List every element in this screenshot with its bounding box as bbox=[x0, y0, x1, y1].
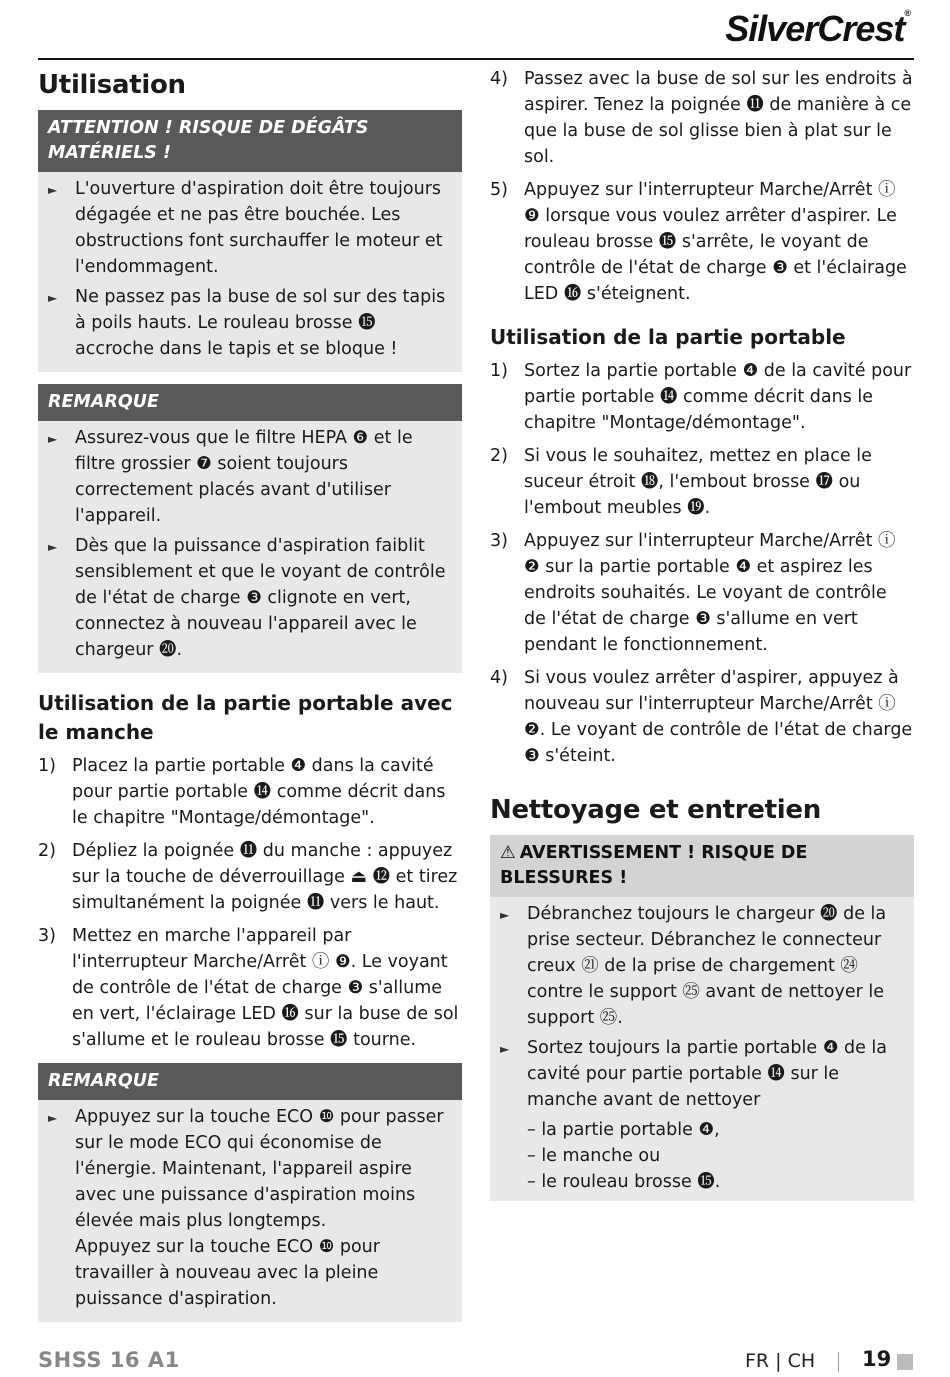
step-item: 3) Mettez en marche l'appareil par l'interrupteur Marche/Arrêt ⓘ ❾. Le voyant de contrôle de l'état de charge ❸ s'allume en vert, l'éclairage LED ⓰ sur la buse de sol s'allume et le rouleau brosse ⓯ tourne. bbox=[38, 926, 459, 1050]
right-column bbox=[490, 66, 914, 1213]
list-item: ► Dès que la puissance d'aspiration faiblit sensiblement et que le voyant de contrôle de l'état de charge ❸ clignote en vert, connectez à nouveau l'appareil avec le chargeur ⓴. bbox=[48, 533, 452, 663]
bullet-icon: ► bbox=[48, 1111, 58, 1125]
step-item: 5) Appuyez sur l'interrupteur Marche/Arrêt ⓘ ❾ lorsque vous voulez arrêter d'aspirer. Le rouleau brosse ⓯ s'arrête, le voyant de contrôle de l'état de charge ❸ et l'éclairage LED ⓰ s'éteignent. bbox=[490, 180, 907, 304]
step-item: 2) Si vous le souhaitez, mettez en place le suceur étroit ⓲, l'embout brosse ⓱ ou l'embout meubles ⓳. bbox=[490, 446, 872, 518]
bullet-icon: ► bbox=[500, 1042, 510, 1056]
bullet-icon: ► bbox=[48, 291, 58, 305]
remark-heading: REMARQUE bbox=[38, 384, 462, 421]
step-item: 3) Appuyez sur l'interrupteur Marche/Arrêt ⓘ ❷ sur la partie portable ❹ et aspirez les endroits souhaités. Le voyant de contrôle de l'état de charge ❸ s'allume en vert pendant le fonctionnement. bbox=[490, 531, 896, 655]
remark-box bbox=[38, 384, 462, 673]
warning-box bbox=[490, 835, 914, 1201]
step-item: 1) Sortez la partie portable ❹ de la cavité pour partie portable ⓮ comme décrit dans le chapitre "Montage/démontage". bbox=[490, 361, 912, 433]
sub-item: – la partie portable ❹, bbox=[527, 1120, 720, 1140]
step-item: 1) Placez la partie portable ❹ dans la cavité pour partie portable ⓮ comme décrit dans le chapitre "Montage/démontage". bbox=[38, 756, 446, 828]
remark-heading: REMARQUE bbox=[38, 1063, 462, 1100]
page-marker-square bbox=[897, 1354, 913, 1370]
sub-item: – le rouleau brosse ⓯. bbox=[527, 1172, 721, 1192]
attention-heading: ATTENTION ! RISQUE DE DÉGÂTS MATÉRIELS ! bbox=[38, 110, 462, 172]
list-item: ► Appuyez sur la touche ECO ❿ pour passer sur le mode ECO qui économise de l'énergie. Maintenant, l'appareil aspire avec une puissance d'aspiration moins élevée mais plus longtemps. Appuyez sur la touche ECO ❿ pour travailler à nouveau avec la pleine puissance d'aspiration. bbox=[48, 1104, 452, 1312]
sub-item: – le manche ou bbox=[527, 1146, 661, 1166]
section-title-utilisation: Utilisation bbox=[38, 70, 186, 100]
left-column bbox=[38, 66, 462, 1334]
bullet-icon: ► bbox=[500, 908, 510, 922]
subsection-title-portable-manche: Utilisation de la partie portable avec le manche bbox=[38, 691, 453, 744]
bullet-icon: ► bbox=[48, 183, 58, 197]
page-number: 19 bbox=[862, 1347, 892, 1371]
attention-box bbox=[38, 110, 462, 372]
list-item: ► Assurez-vous que le filtre HEPA ❻ et le filtre grossier ❼ soient toujours correctement placés avant d'utiliser l'appareil. bbox=[48, 425, 452, 529]
footer-divider bbox=[838, 1352, 839, 1372]
language-indicator: FR | CH bbox=[745, 1350, 816, 1372]
warning-heading: ⚠ AVERTISSEMENT ! RISQUE DE BLESSURES ! bbox=[490, 835, 914, 897]
list-item: ► Sortez toujours la partie portable ❹ de la cavité pour partie portable ⓮ sur le manche avant de nettoyer bbox=[500, 1035, 904, 1113]
bullet-icon: ► bbox=[48, 432, 58, 446]
step-item: 4) Passez avec la buse de sol sur les endroits à aspirer. Tenez la poignée ⓫ de manière à ce que la buse de sol glisse bien à plat sur le sol. bbox=[490, 69, 913, 167]
list-item: ► Débranchez toujours le chargeur ⓴ de la prise secteur. Débranchez le connecteur creux ㉑ de la prise de chargement ㉔ contre le support ㉕ avant de nettoyer le support ㉕. bbox=[500, 901, 904, 1031]
list-item: ► L'ouverture d'aspiration doit être toujours dégagée et ne pas être bouchée. Les obstructions font surchauffer le moteur et l'endommagent. bbox=[48, 176, 452, 280]
header-rule bbox=[38, 58, 914, 60]
model-number: SHSS 16 A1 bbox=[38, 1348, 180, 1372]
bullet-icon: ► bbox=[48, 540, 58, 554]
step-item: 2) Dépliez la poignée ⓫ du manche : appuyez sur la touche de déverrouillage ⏏ ⓬ et tirez simultanément la poignée ⓫ vers le haut. bbox=[38, 841, 458, 913]
list-item: ► Ne passez pas la buse de sol sur des tapis à poils hauts. Le rouleau brosse ⓯ accroche dans le tapis et se bloque ! bbox=[48, 284, 452, 362]
step-item: 4) Si vous voulez arrêter d'aspirer, appuyez à nouveau sur l'interrupteur Marche/Arrêt ⓘ ❷. Le voyant de contrôle de l'état de charge ❸ s'éteint. bbox=[490, 668, 913, 766]
remark-box-eco bbox=[38, 1063, 462, 1322]
brand-logo: SilverCrest® bbox=[725, 8, 910, 49]
subsection-title-portable: Utilisation de la partie portable bbox=[490, 325, 846, 349]
warning-triangle-icon: ⚠ bbox=[500, 843, 516, 863]
section-title-nettoyage: Nettoyage et entretien bbox=[490, 795, 821, 825]
